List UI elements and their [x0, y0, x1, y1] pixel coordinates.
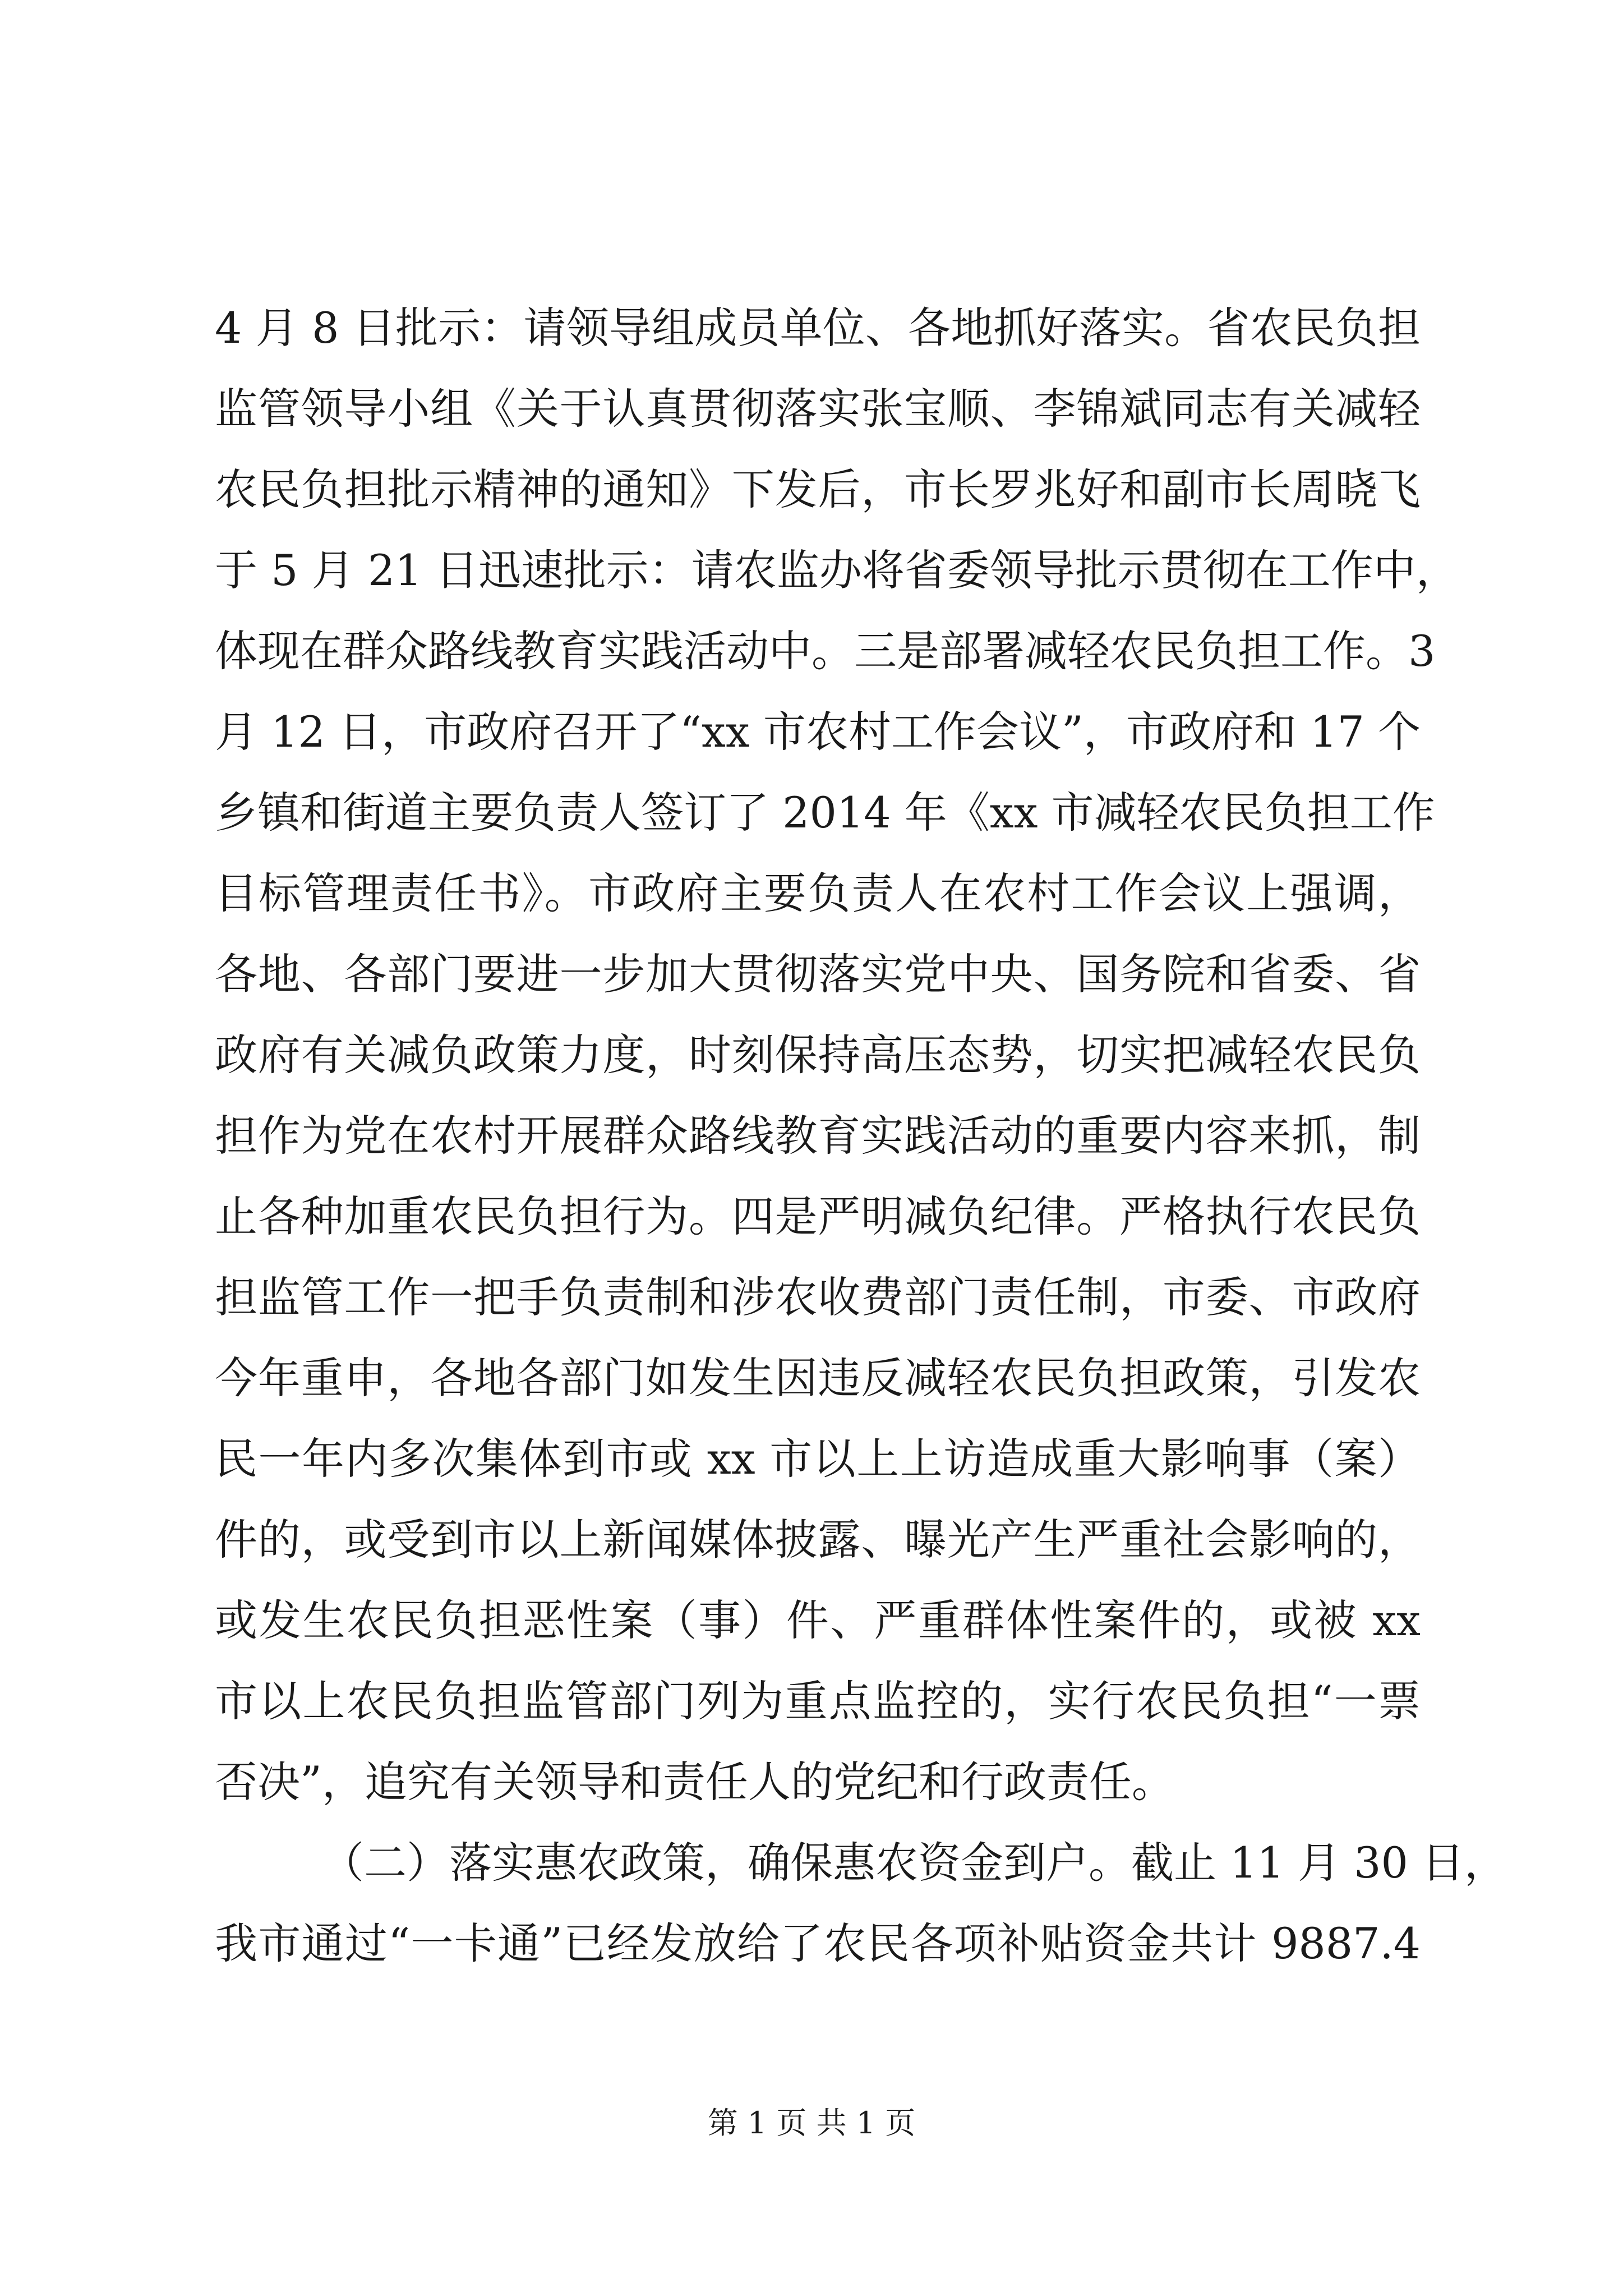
- text-line: 体现在群众路线教育实践活动中。三是部署减轻农民负担工作。3: [215, 626, 1436, 676]
- text-line: 乡镇和街道主要负责人签订了 2014 年《xx 市减轻农民负担工作: [215, 788, 1435, 838]
- text-line: 4 月 8 日批示：请领导组成员单位、各地抓好落实。省农民负担: [215, 303, 1421, 353]
- text-line: 各地、各部门要进一步加大贯彻落实党中央、国务院和省委、省: [215, 949, 1421, 999]
- text-line: 担作为党在农村开展群众路线教育实践活动的重要内容来抓，制: [215, 1111, 1421, 1161]
- text-line: 件的，或受到市以上新闻媒体披露、曝光产生严重社会影响的，: [215, 1515, 1421, 1565]
- text-line: 监管领导小组《关于认真贯彻落实张宝顺、李锦斌同志有关减轻: [215, 384, 1421, 434]
- text-line: 于 5 月 21 日迅速批示：请农监办将省委领导批示贯彻在工作中，: [215, 545, 1459, 595]
- text-line: 目标管理责任书》。市政府主要负责人在农村工作会议上强调，: [215, 868, 1421, 918]
- text-line: 否决”，追究有关领导和责任人的党纪和行政责任。: [215, 1757, 1174, 1807]
- page-footer: 第 1 页 共 1 页: [707, 2105, 916, 2141]
- text-line: 或发生农民负担恶性案（事）件、严重群体性案件的，或被 xx: [215, 1595, 1421, 1645]
- text-line: 我市通过“一卡通”已经发放给了农民各项补贴资金共计 9887.4: [215, 1918, 1421, 1968]
- text-line: 农民负担批示精神的通知》下发后，市长罗兆好和副市长周晓飞: [215, 464, 1421, 514]
- text-line: 政府有关减负政策力度，时刻保持高压态势，切实把减轻农民负: [215, 1030, 1421, 1080]
- text-line: 月 12 日，市政府召开了“xx 市农村工作会议”，市政府和 17 个: [215, 707, 1421, 757]
- text-line: 今年重申，各地各部门如发生因违反减轻农民负担政策，引发农: [215, 1353, 1421, 1403]
- text-line: （二）落实惠农政策，确保惠农资金到户。截止 11 月 30 日，: [321, 1838, 1507, 1888]
- text-line: 市以上农民负担监管部门列为重点监控的，实行农民负担“一票: [215, 1676, 1421, 1726]
- text-line: 担监管工作一把手负责制和涉农收费部门责任制，市委、市政府: [215, 1272, 1421, 1322]
- text-line: 民一年内多次集体到市或 xx 市以上上访造成重大影响事（案）: [215, 1434, 1421, 1484]
- text-line: 止各种加重农民负担行为。四是严明减负纪律。严格执行农民负: [215, 1191, 1421, 1241]
